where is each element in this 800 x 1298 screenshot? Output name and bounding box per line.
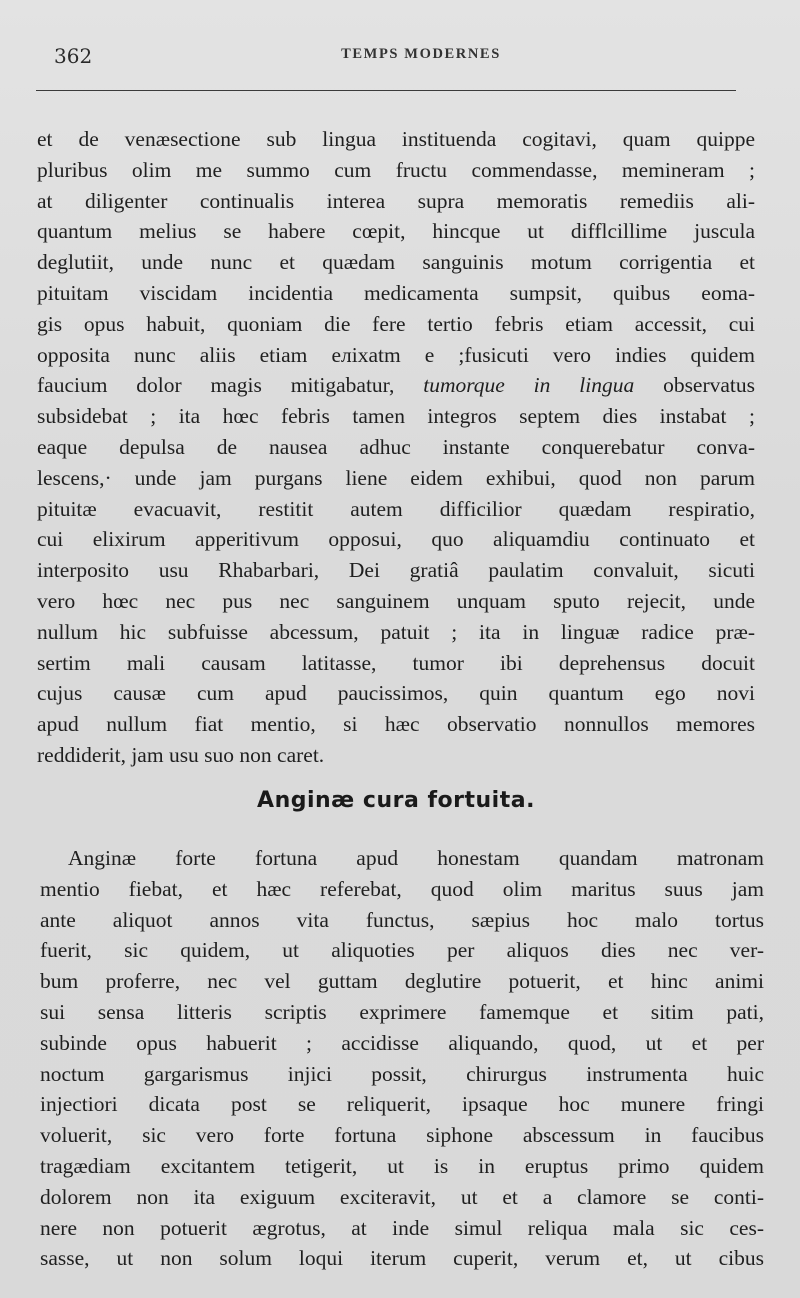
text-line: bum proferre, nec vel guttam deglutire potuerit, et hinc animi (40, 969, 764, 994)
text-line: opposita nunc aliis etiam eлixatm e ;fusicuti vero indies quidem (37, 342, 755, 367)
text-line: at diligenter continualis interea supra memoratis remediis ali- (37, 188, 755, 213)
text-line: injectiori dicata post se reliquerit, ipsaque hoc munere fringi (40, 1092, 764, 1117)
text-line-mixed (37, 370, 755, 401)
page-number: 362 (54, 44, 93, 68)
text-line: Anginæ forte fortuna apud honestam quandam matronam (68, 846, 764, 870)
section-heading: Anginæ cura fortuita. (257, 788, 535, 813)
text-line: reddiderit, jam usu suo non caret. (37, 742, 325, 767)
text-line: ante aliquot annos vita functus, sæpius hoc malo tortus (40, 907, 764, 932)
text-line: dolorem non ita exiguum exciteravit, ut et a clamore se conti- (40, 1184, 764, 1209)
text-line: pituitam viscidam incidentia medicamenta sumpsit, quibus eoma- (37, 280, 755, 305)
text-line: quantum melius se habere cœpit, hincque ut difflcillime juscula (37, 219, 755, 244)
header-rule (36, 90, 736, 91)
text-line: mentio fiebat, et hæc referebat, quod olim maritus suus jam (40, 876, 764, 901)
text-line: gis opus habuit, quoniam die fere tertio febris etiam accessit, cui (37, 311, 755, 336)
text-line: cui elixirum apperitivum opposui, quo aliquamdiu continuato et (37, 527, 755, 552)
text-line: nere non potuerit ægrotus, at inde simul reliqua mala sic ces- (40, 1215, 764, 1240)
paragraph-2 (40, 843, 764, 1274)
text-line: deglutiit, unde nunc et quædam sanguinis motum corrigentia et (37, 250, 755, 275)
text-line: nullum hic subfuisse abcessum, patuit ; ita in linguæ radice præ- (37, 619, 755, 644)
text-line: pituitæ evacuavit, restitit autem difficilior quædam respiratio, (37, 496, 755, 521)
text-line: noctum gargarismus injici possit, chirurgus instrumenta huic (40, 1061, 764, 1086)
text-line: eaque depulsa de nausea adhuc instante conquerebatur conva- (37, 434, 755, 459)
text-line: sertim mali causam latitasse, tumor ibi deprehensus docuit (37, 650, 755, 675)
text-line: voluerit, sic vero forte fortuna siphone abscessum in faucibus (40, 1123, 764, 1148)
text-line: interposito usu Rhabarbari, Dei gratiâ paulatim convaluit, sicuti (37, 558, 755, 583)
text-line: sasse, ut non solum loqui iterum cuperit, verum et, ut cibus (40, 1246, 764, 1271)
text-line: fuerit, sic quidem, ut aliquoties per aliquos dies nec ver- (40, 938, 764, 963)
text-line: sui sensa litteris scriptis exprimere famemque et sitim pati, (40, 999, 764, 1024)
text-line: lescens,· unde jam purgans liene eidem exhibui, quod non parum (37, 465, 755, 490)
text-line: pluribus olim me summo cum fructu commendasse, memineram ; (37, 157, 755, 182)
running-title: TEMPS MODERNES (341, 46, 501, 62)
text-line: subsidebat ; ita hœc febris tamen integros septem dies instabat ; (37, 404, 755, 429)
paragraph-1 (37, 124, 755, 771)
text-segment: faucium dolor magis mitigabatur, (37, 373, 395, 398)
text-line: tragædiam excitantem tetigerit, ut is in eruptus primo quidem (40, 1153, 764, 1178)
text-line: vero hœc nec pus nec sanguinem unquam sputo rejecit, unde (37, 588, 755, 613)
text-line: subinde opus habuerit ; accidisse aliquando, quod, ut et per (40, 1030, 764, 1055)
text-line: cujus causæ cum apud paucissimos, quin quantum ego novi (37, 681, 755, 706)
italic-phrase: tumorque in lingua (423, 373, 635, 398)
text-line: apud nullum fiat mentio, si hæc observatio nonnullos memores (37, 712, 755, 737)
text-segment: observatus (663, 373, 755, 398)
running-head (36, 40, 756, 70)
text-line: et de venæsectione sub lingua instituenda cogitavi, quam quippe (37, 127, 755, 151)
